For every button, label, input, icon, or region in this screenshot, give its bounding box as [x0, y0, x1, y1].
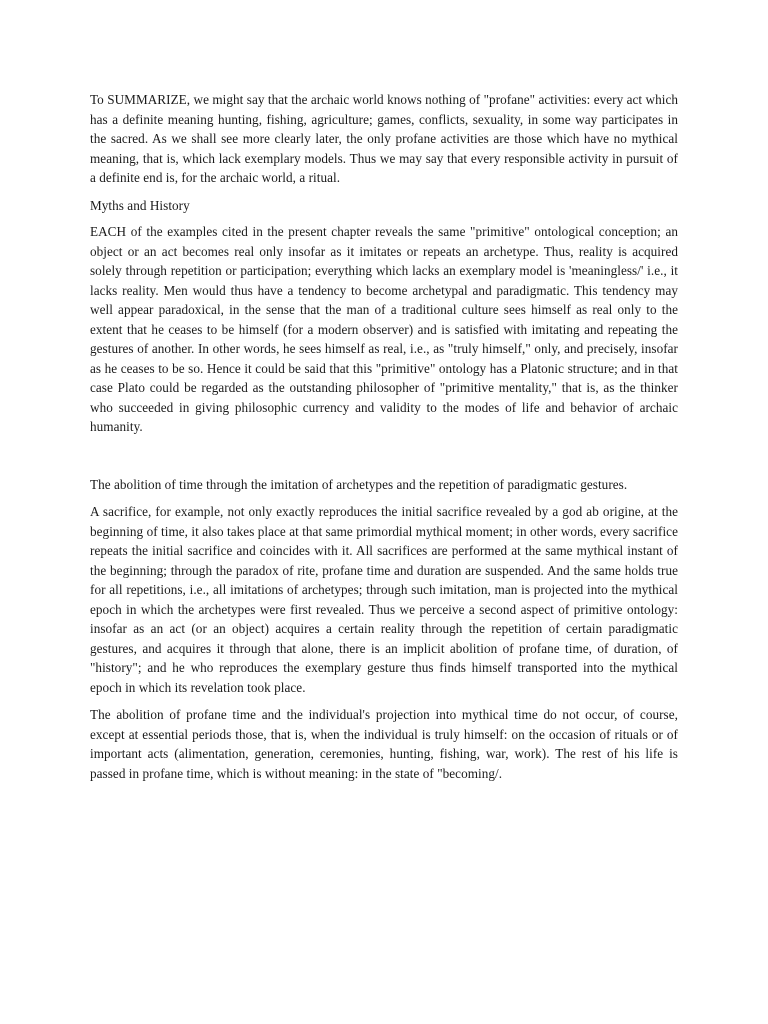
document-page [90, 90, 678, 791]
paragraph-summarize: To SUMMARIZE, we might say that the archaic world knows nothing of "profane" activities: every act which has a definite meaning hunting, fishing, agriculture; games, conflicts, sexuality, in some way participates in the sacred. As we shall see more clearly later, the only profane activities are those which have no mythical meaning, that is, which lack exemplary models. Thus we may say that every responsible activity in pursuit of a definite end is, for the archaic world, a ritual. [90, 92, 678, 185]
paragraph-sacrifice: A sacrifice, for example, not only exactly reproduces the initial sacrifice revealed by a god ab origine, at the beginning of time, it also takes place at that same primordial mythical moment; in other words, every sacrifice repeats the initial sacrifice and coincides with it. All sacrifices are performed at the same mythical instant of the beginning; through the paradox of rite, profane time and duration are suspended. And the same holds true for all repetitions, i.e., all imitations of archetypes; through such imitation, man is projected into the mythical epoch in which the archetypes were first revealed. Thus we perceive a second aspect of primitive ontology: insofar as an act (or an object) acquires a certain reality through the repetition of certain paradigmatic gestures, and acquires it through that alone, there is an implicit abolition of profane time, of duration, of "history"; and he who reproduces the exemplary gesture thus finds himself transported into the mythical epoch in which its revelation took place. [90, 504, 678, 695]
section-gap [90, 445, 678, 475]
paragraph-profane-time: The abolition of profane time and the individual's projection into mythical time do not occur, of course, except at essential periods those, that is, when the individual is truly himself: on the occasion of rituals or of important acts (alimentation, generation, ceremonies, hunting, fishing, war, work). The rest of his life is passed in profane time, which is without meaning: in the state of "becoming/. [90, 707, 678, 781]
section-heading: Myths and History [90, 197, 190, 213]
paragraph-abolition-of-time: The abolition of time through the imitation of archetypes and the repetition of paradigmatic gestures. [90, 476, 628, 492]
paragraph-examples: EACH of the examples cited in the present chapter reveals the same "primitive" ontological conception; an object or an act becomes real only insofar as it imitates or repeats an archetype. Thus, reality is acquired solely through repetition or participation; everything which lacks an exemplary model is 'meaningless/' i.e., it lacks reality. Men would thus have a tendency to become archetypal and paradigmatic. This tendency may well appear paradoxical, in the sense that the man of a traditional culture sees himself as real only to the extent that he ceases to be himself (for a modern observer) and is satisfied with imitating and repeating the gestures of another. In other words, he sees himself as real, i.e., as "truly himself," only, and precisely, insofar as he ceases to be so. Hence it could be said that this "primitive" ontology has a Platonic structure; and in that case Plato could be regarded as the outstanding philosopher of "primitive mentality," that is, as the thinker who succeeded in giving philosophic currency and validity to the modes of life and behavior of archaic humanity. [90, 224, 678, 434]
